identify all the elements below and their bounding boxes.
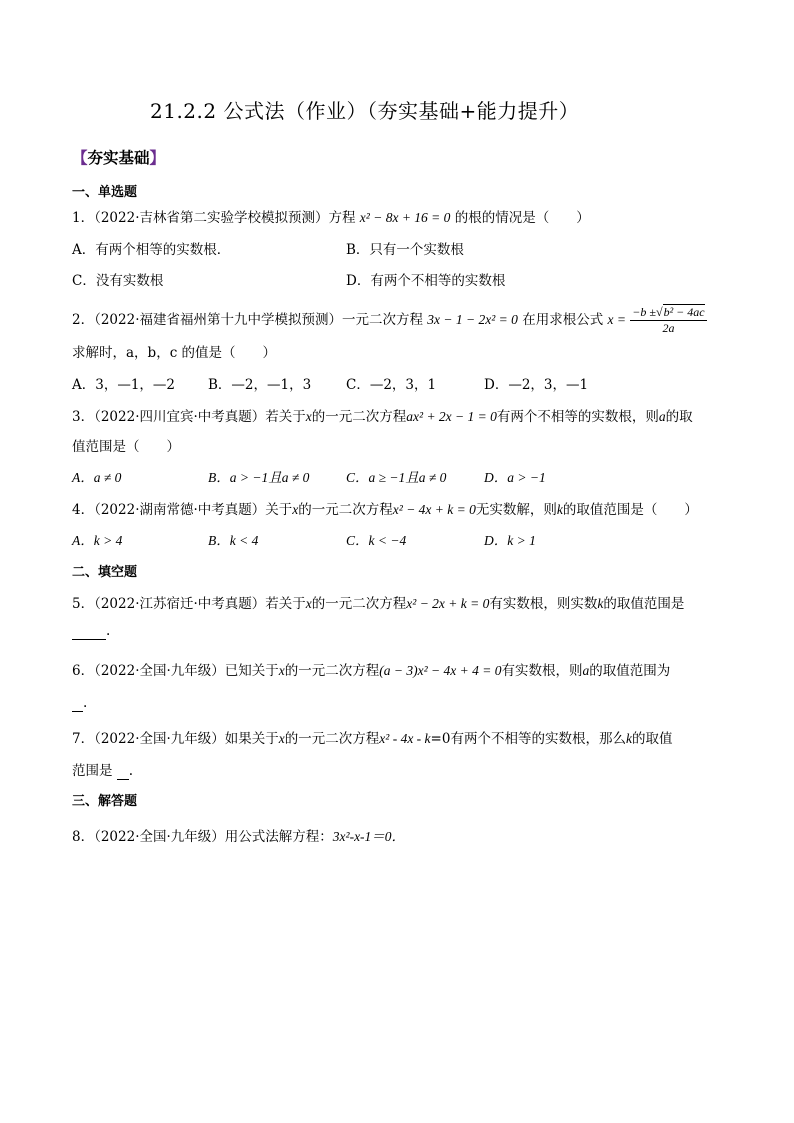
q3-option-b[interactable]: B．a > −1且a ≠ 0: [208, 470, 310, 485]
q5-prefix: 5．（2022·江苏宿迁·中考真题）若关于: [72, 596, 306, 612]
q6-answer-line: [72, 695, 87, 712]
q3-suffix: 有两个不相等的实数根，则: [496, 409, 659, 425]
q7-prefix: 7．（2022·全国·九年级）如果关于: [72, 731, 279, 747]
q3-prefix: 3．（2022·四川宜宾·中考真题）若关于: [72, 409, 306, 425]
q7-var-x: x: [278, 731, 285, 746]
q1-option-c[interactable]: C．没有实数根: [72, 273, 164, 289]
q7-period: .: [128, 763, 134, 779]
q7-suffix-2: 的取值: [631, 731, 673, 747]
q4-suffix: 无实数解，则: [475, 502, 557, 518]
q5-var-k: k: [597, 596, 604, 611]
q4-var-k: k: [556, 502, 563, 517]
q3-equation: ax² + 2x − 1 = 0: [406, 409, 497, 424]
q7-var-k: k: [625, 731, 632, 746]
question-6: [72, 659, 670, 679]
q2-line-2: 求解时，a，b，c 的值是（ ）: [72, 345, 277, 361]
question-8: [72, 825, 405, 845]
q6-middle: 的一元二次方程: [284, 663, 380, 679]
q4-prefix: 4．（2022·湖南常德·中考真题）关于: [72, 502, 293, 518]
q6-answer-blank[interactable]: [72, 695, 83, 712]
q7-middle: 的一元二次方程: [284, 731, 380, 747]
q3-option-c[interactable]: C．a ≥ −1且a ≠ 0: [346, 470, 447, 485]
heading-solve: 三、解答题: [72, 794, 138, 809]
q6-suffix: 有实数根，则: [501, 663, 583, 679]
heading-single-choice: 一、单选题: [72, 185, 138, 200]
q4-option-c[interactable]: C．k < −4: [346, 533, 407, 548]
page-title: 21.2.2 公式法（作业）（夯实基础+能力提升）: [150, 99, 580, 123]
q5-middle: 的一元二次方程: [311, 596, 407, 612]
q7-equation-rhs: =0: [430, 731, 451, 747]
q3-middle: 的一元二次方程: [311, 409, 407, 425]
q5-suffix: 有实数根，则实数: [489, 596, 598, 612]
q6-equation: (a − 3)x² − 4x + 4 = 0: [379, 663, 502, 678]
q2-prefix: 2．（2022·福建省福州第十九中学模拟预测）一元二次方程: [72, 312, 423, 328]
q6-prefix: 6．（2022·全国·九年级）已知关于: [72, 663, 279, 679]
q3-suffix-2: 的取: [665, 409, 693, 425]
q4-var-x: x: [292, 502, 299, 517]
q2-equation: 3x − 1 − 2x² = 0: [427, 312, 518, 327]
q7-line-2: [72, 759, 133, 780]
q1-equation: x² − 8x + 16 = 0: [359, 210, 451, 225]
question-3: [72, 405, 693, 425]
q2-formula-num-a: −b ±: [632, 305, 656, 319]
q4-option-a[interactable]: A．k > 4: [72, 533, 123, 548]
q5-var-x: x: [305, 596, 312, 611]
q7-suffix: 有两个不相等的实数根，那么: [450, 731, 626, 747]
q3-option-d[interactable]: D．a > −1: [484, 470, 546, 485]
heading-fill-blank: 二、填空题: [72, 565, 138, 580]
q1-option-d[interactable]: D．有两个不相等的实数根: [346, 273, 506, 289]
q5-answer-blank[interactable]: [72, 623, 106, 640]
quadratic-formula: [630, 305, 706, 336]
q2-formula-lhs: x =: [607, 312, 626, 327]
question-1: [72, 206, 590, 226]
q4-option-d[interactable]: D．k > 1: [484, 533, 536, 548]
q4-option-b[interactable]: B．k < 4: [208, 533, 259, 548]
q6-var-a: a: [582, 663, 590, 678]
q2-option-c[interactable]: C．—2，3，1: [346, 377, 437, 393]
q8-equation: 3x²-x-1＝0．: [332, 829, 406, 844]
section-label: 夯实基础: [87, 148, 150, 167]
section-heading: [72, 146, 165, 168]
q2-option-d[interactable]: D．—2，3，—1: [484, 377, 589, 393]
sqrt-icon: √: [655, 305, 663, 319]
q4-middle: 的一元二次方程: [298, 502, 393, 518]
question-5: [72, 592, 684, 612]
q5-answer-line: [72, 623, 110, 640]
q4-equation: x² − 4x + k = 0: [392, 502, 476, 517]
q7-answer-blank[interactable]: [117, 763, 129, 780]
q6-period: .: [83, 695, 88, 711]
q2-formula-den: 2a: [662, 321, 675, 335]
q6-suffix-2: 的取值范围为: [589, 663, 671, 679]
q7-equation: x² - 4x - k: [379, 731, 431, 746]
q3-option-a[interactable]: A．a ≠ 0: [72, 470, 122, 485]
question-2: [72, 305, 707, 336]
q1-prefix: 1．（2022·吉林省第二实验学校模拟预测）方程: [72, 210, 356, 226]
question-4: [72, 498, 698, 518]
q8-prefix: 8．（2022·全国·九年级）用公式法解方程：: [72, 829, 333, 845]
q3-var-x: x: [305, 409, 312, 424]
q2-formula-num-b: b² − 4ac: [663, 305, 705, 319]
q7-line2-text: 范围是: [72, 763, 113, 779]
q5-period: .: [106, 623, 111, 639]
q1-option-a[interactable]: A．有两个相等的实数根．: [72, 242, 231, 258]
q2-option-a[interactable]: A．3，—1，—2: [72, 377, 176, 393]
q5-suffix-2: 的取值范围是: [603, 596, 685, 612]
q6-var-x: x: [278, 663, 285, 678]
q5-equation: x² − 2x + k = 0: [406, 596, 490, 611]
q3-var-a: a: [658, 409, 666, 424]
q2-middle: 在用求根公式: [522, 312, 604, 328]
q2-option-b[interactable]: B．—2，—1，3: [208, 377, 312, 393]
q1-suffix: 的根的情况是（ ）: [454, 210, 590, 226]
section-bracket-right: 】: [149, 148, 166, 167]
question-7: [72, 727, 672, 747]
q1-option-b[interactable]: B．只有一个实数根: [346, 242, 464, 258]
q3-line-2: 值范围是（ ）: [72, 439, 180, 455]
q4-suffix-2: 的取值范围是（ ）: [562, 502, 698, 518]
section-bracket-left: 【: [72, 148, 88, 167]
